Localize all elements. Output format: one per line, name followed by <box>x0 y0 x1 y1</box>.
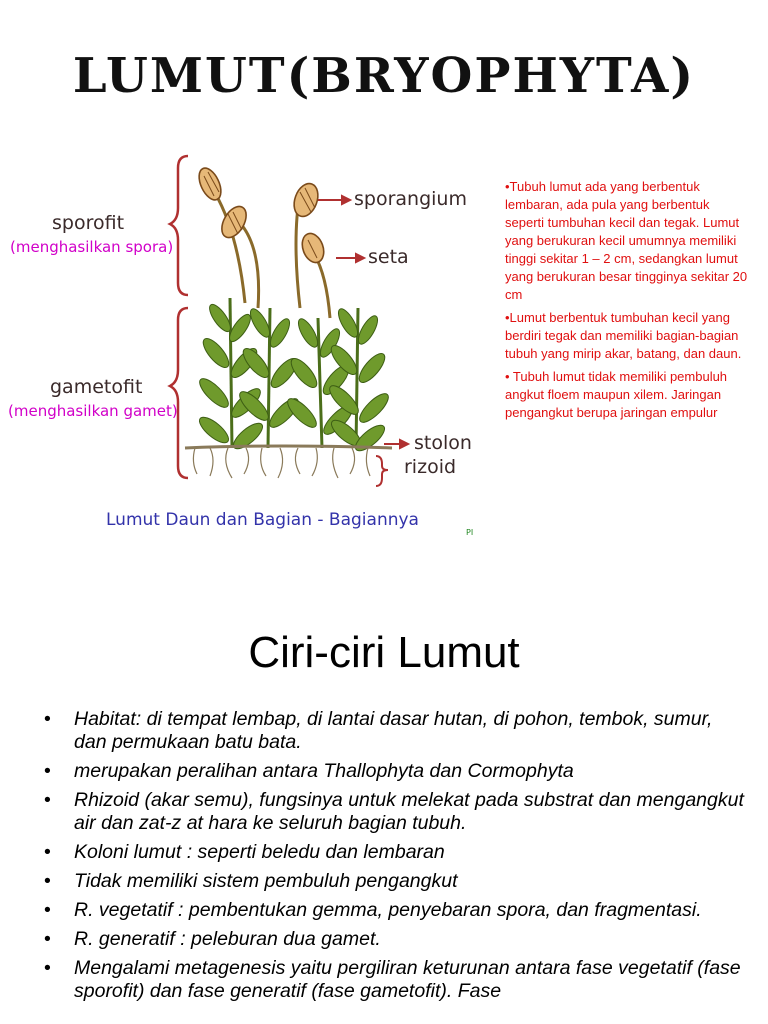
notes-column <box>505 178 750 427</box>
leafy-shoots <box>196 298 393 455</box>
rhizoids <box>193 448 370 478</box>
bullet-text: R. vegetatif : pembentukan gemma, penyebaran spora, dan fragmentasi. <box>74 899 702 921</box>
bullet-text: Mengalami metagenesis yaitu pergiliran keturunan antara fase vegetatif (fase sporofit) dan fase generatif (fase gametofit). Fase <box>74 957 741 1002</box>
bullet-text: Koloni lumut : seperti beledu dan lembaran <box>74 841 445 863</box>
bullet-text: R. generatif : peleburan dua gamet. <box>74 928 381 950</box>
gametofit-bracket <box>170 308 188 478</box>
bullet-item <box>44 789 744 835</box>
slide-title: LUMUT(BRYOPHYTA) <box>72 48 696 104</box>
label-gametofit-note: (menghasilkan gamet) <box>8 402 178 420</box>
bullet-item <box>44 708 744 754</box>
bullet-dot: • <box>44 928 51 950</box>
bullet-dot: • <box>44 870 51 892</box>
label-sporangium: sporangium <box>354 188 467 210</box>
slide-title: Ciri-ciri Lumut <box>248 628 520 677</box>
bullet-dot: • <box>44 708 51 730</box>
bullet-dot: • <box>44 789 51 811</box>
label-sporofit-note: (menghasilkan spora) <box>10 238 174 256</box>
rizoid-bracket <box>376 456 388 486</box>
label-seta: seta <box>368 246 409 268</box>
sporangium-capsules <box>195 165 328 266</box>
label-stolon: stolon <box>414 432 472 454</box>
label-gametofit: gametofit <box>50 376 143 398</box>
note-paragraph: •Lumut berbentuk tumbuhan kecil yang berdiri tegak dan memiliki bagian-bagian tubuh yang mirip akar, batang, dan daun. <box>505 310 742 361</box>
bullet-list <box>44 708 744 1009</box>
note-paragraph: • Tubuh lumut tidak memiliki pembuluh angkut floem maupun xilem. Jaringan pengangkut berupa jaringan empulur <box>505 369 728 420</box>
note-paragraph: •Tubuh lumut ada yang berbentuk lembaran, ada pula yang berbentuk seperti tumbuhan kecil dan tegak. Lumut yang berukuran kecil umumnya memiliki tinggi sekitar 1 – 2 cm, sedangkan lumut yang berukuran besar tingginya sekitar 20 cm <box>505 179 748 302</box>
bullet-text: Tidak memiliki sistem pembuluh pengangkut <box>74 870 458 892</box>
bullet-text: merupakan peralihan antara Thallophyta dan Cormophyta <box>74 760 574 782</box>
bullet-item <box>44 870 744 893</box>
bullet-item <box>44 760 744 783</box>
bullet-item <box>44 928 744 951</box>
slide-ciri-ciri-lumut <box>0 590 768 1024</box>
bullet-item <box>44 957 744 1003</box>
bullet-dot: • <box>44 760 51 782</box>
diagram-caption: Lumut Daun dan Bagian - Bagiannya <box>106 510 419 530</box>
bullet-dot: • <box>44 957 51 979</box>
stolon-line <box>185 446 392 448</box>
sporofit-bracket <box>170 156 188 295</box>
bullet-dot: • <box>44 899 51 921</box>
bullet-text: Habitat: di tempat lembap, di lantai dasar hutan, di pohon, tembok, sumur, dan permukaan batu bata. <box>74 708 713 753</box>
corner-mark: PI <box>466 528 474 537</box>
bullet-text: Rhizoid (akar semu), fungsinya untuk melekat pada substrat dan mengangkut air dan zat-z at hara ke seluruh bagian tubuh. <box>74 789 744 834</box>
bullet-dot: • <box>44 841 51 863</box>
label-sporofit: sporofit <box>52 212 125 234</box>
label-rizoid: rizoid <box>404 456 457 478</box>
bullet-item <box>44 899 744 922</box>
bullet-item <box>44 841 744 864</box>
moss-diagram <box>0 148 500 548</box>
